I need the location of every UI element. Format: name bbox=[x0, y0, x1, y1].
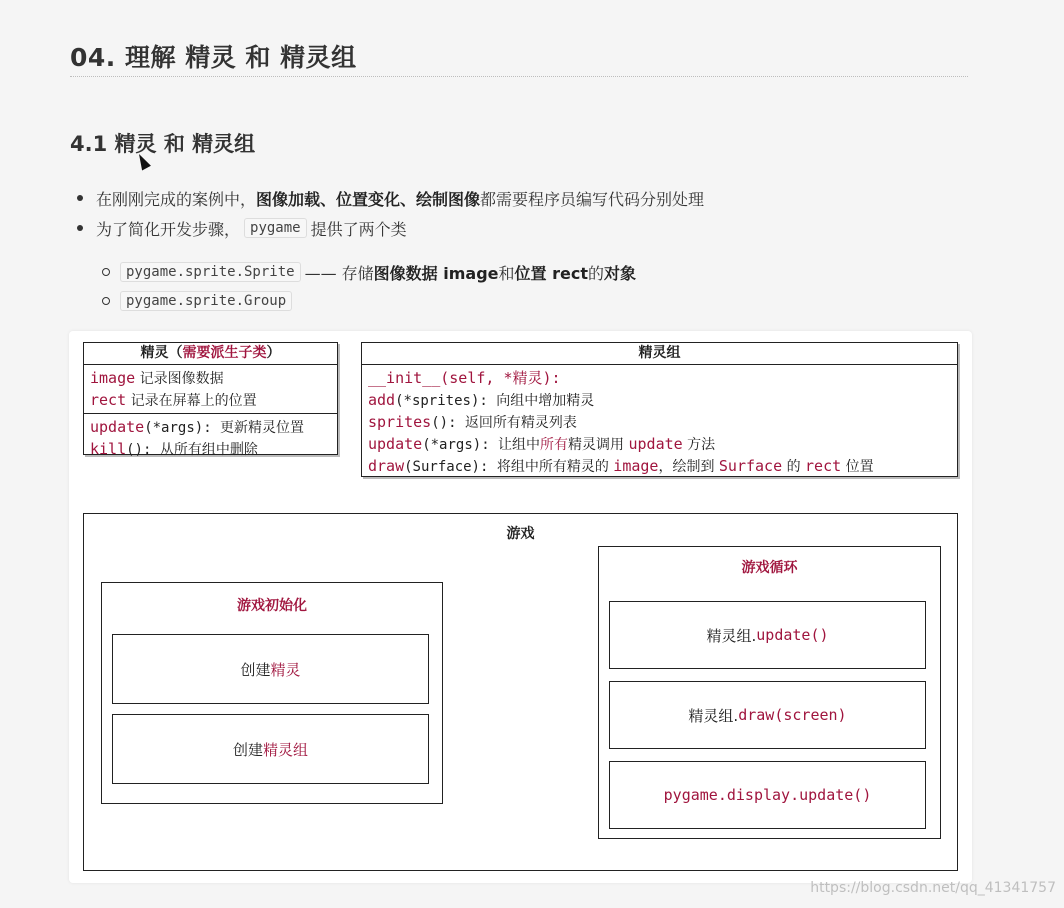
loop-step-display-update-label: pygame.display.update() bbox=[663, 786, 872, 804]
loop-step-update-label: 精灵组. update() bbox=[706, 626, 829, 645]
sprite-attr-image: image 记录图像数据 bbox=[90, 369, 224, 387]
bold-text: 图像数据 image bbox=[373, 263, 499, 283]
watermark: https://blog.csdn.net/qq_41341757 bbox=[810, 880, 1056, 896]
bold-text: 对象 bbox=[604, 263, 637, 283]
loop-step-display-update bbox=[609, 761, 926, 829]
sprite-methods bbox=[84, 414, 337, 462]
create-sprite-box bbox=[112, 634, 429, 704]
bullet-icon bbox=[77, 225, 83, 231]
text: 提供了两个类 bbox=[310, 219, 407, 239]
sub-bullet-text-2 bbox=[120, 289, 296, 313]
sub-bullet-icon bbox=[102, 297, 110, 305]
sprite-attr-rect: rect 记录在屏幕上的位置 bbox=[90, 391, 257, 409]
sprite-class-box bbox=[83, 342, 338, 458]
group-class-title: 精灵组 bbox=[362, 343, 957, 365]
game-box bbox=[83, 513, 958, 871]
sprite-method-kill: kill(): 从所有组中删除 bbox=[90, 440, 258, 458]
create-group-label: 创建 精灵组 bbox=[232, 740, 309, 759]
game-init-title: 游戏初始化 bbox=[237, 598, 307, 614]
text: 的 bbox=[587, 263, 604, 283]
game-init-box bbox=[101, 582, 443, 804]
sub-bullet-text-1 bbox=[120, 260, 636, 284]
group-method-init: __init__(self, *精灵): bbox=[368, 369, 561, 387]
sprite-attributes bbox=[84, 365, 337, 414]
sprite-method-update: update(*args): 更新精灵位置 bbox=[90, 418, 305, 436]
loop-step-update bbox=[609, 601, 926, 669]
group-methods bbox=[362, 365, 957, 479]
text: 和 bbox=[498, 263, 515, 283]
loop-step-draw-label: 精灵组. draw(screen) bbox=[688, 706, 847, 725]
create-sprite-label: 创建 精灵 bbox=[240, 660, 301, 679]
text: 都需要程序员编写代码分别处理 bbox=[480, 189, 705, 209]
group-method-update: update(*args): 让组中所有精灵调用 update 方法 bbox=[368, 435, 716, 453]
subsection-heading: 4.1 精灵 和 精灵组 bbox=[70, 132, 256, 156]
sprite-class-title: 精灵（需要派生子类） bbox=[84, 343, 337, 365]
text: —— 存储 bbox=[304, 263, 374, 283]
inline-code: pygame.sprite.Group bbox=[120, 291, 292, 311]
group-method-sprites: sprites(): 返回所有精灵列表 bbox=[368, 413, 577, 431]
bullet-icon bbox=[77, 195, 83, 201]
game-loop-title: 游戏循环 bbox=[741, 560, 798, 576]
group-method-add: add(*sprites): 向组中增加精灵 bbox=[368, 391, 595, 409]
bold-text: 位置 rect bbox=[514, 263, 588, 283]
section-heading: 04. 理解 精灵 和 精灵组 bbox=[70, 43, 357, 72]
game-loop-box bbox=[598, 546, 941, 839]
text: 为了简化开发步骤， bbox=[96, 219, 241, 239]
bold-text: 图像加载、位置变化、绘制图像 bbox=[256, 189, 481, 209]
inline-code: pygame.sprite.Sprite bbox=[120, 262, 301, 282]
bullet-text-2 bbox=[96, 216, 407, 240]
group-class-box bbox=[361, 342, 958, 477]
bullet-text-1 bbox=[96, 187, 704, 209]
create-group-box bbox=[112, 714, 429, 784]
inline-code: pygame bbox=[244, 218, 307, 238]
text: 在刚刚完成的案例中， bbox=[96, 189, 257, 209]
loop-step-draw bbox=[609, 681, 926, 749]
heading-divider bbox=[70, 76, 968, 77]
group-method-draw: draw(Surface): 将组中所有精灵的 image，绘制到 Surface 的 rect 位置 bbox=[368, 457, 874, 475]
game-title: 游戏 bbox=[506, 526, 535, 542]
sub-bullet-icon bbox=[102, 268, 110, 276]
diagram-panel bbox=[69, 331, 972, 883]
